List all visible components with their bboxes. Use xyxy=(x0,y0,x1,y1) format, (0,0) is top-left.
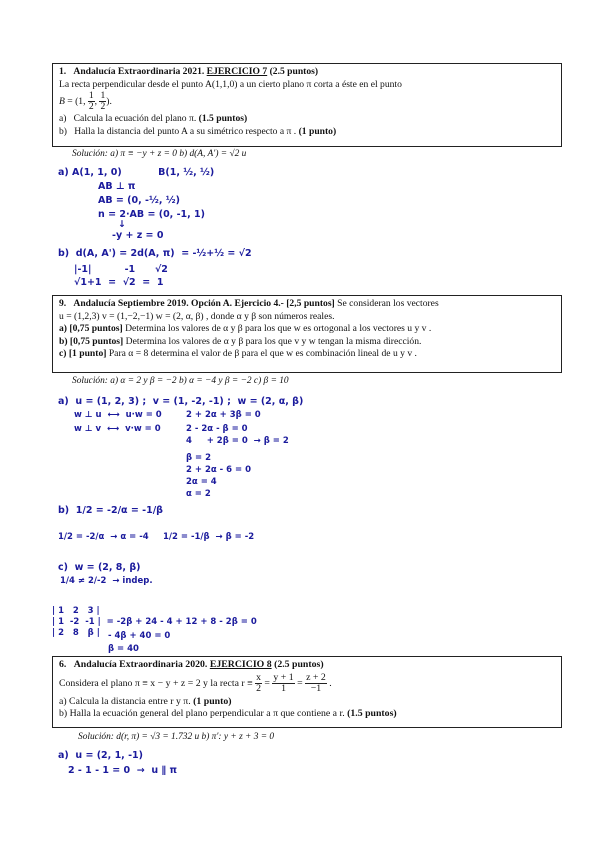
handwritten-ex9-line-12: 1/2 = -2/α → α = -4 xyxy=(58,532,149,542)
exercise-6-box xyxy=(52,656,562,728)
handwritten-ex9-line-8: 2 + 2α - 6 = 0 xyxy=(186,465,252,475)
handwritten-ex9-line-9: 2α = 4 xyxy=(186,477,217,487)
exercise-9-part-b: b) [0,75 puntos] Determina los valores de α y β para los que v y w tengan la misma dirección. xyxy=(59,335,422,347)
exercise-6-part-b: b) Halla la ecuación general del plano perpendicular a π que contiene a r. (1.5 puntos) xyxy=(59,708,397,720)
exercise-9-part-a: a) [0,75 puntos] Determina los valores de α y β para los que w es ortogonal a los vectores u y v . xyxy=(59,323,432,335)
handwritten-ex1-line-3: AB = (0, -½, ½) xyxy=(98,195,180,206)
handwritten-ex9-line-4: 2 + 2α + 3β = 0 xyxy=(186,410,261,420)
handwritten-ex9-line-1: a) u = (1, 2, 3) ; v = (1, -2, -1) ; w = (2, α, β) xyxy=(58,396,304,407)
handwritten-ex1-line-5: ↓ xyxy=(118,219,126,230)
handwritten-ex9-line-2: w ⊥ u ⟷ u·w = 0 xyxy=(74,410,162,420)
handwritten-ex9-line-13: 1/2 = -1/β → β = -2 xyxy=(163,532,255,542)
exercise-6-header: 6. Andalucía Extraordinaria 2020. EJERCICIO 8 (2.5 puntos) xyxy=(59,659,324,670)
exercise-9-part-c: c) [1 punto] Para α = 8 determina el valor de β para el que w es combinación lineal de u y v . xyxy=(59,348,417,360)
exercise-1-statement: La recta perpendicular desde el punto A(1,1,0) a un cierto plano π corta a éste en el punto xyxy=(59,78,402,90)
handwritten-ex9-line-6: 4 + 2β = 0 → β = 2 xyxy=(186,436,289,446)
exercise-9-vectors: u = (1,2,3) v = (1,−2,−1) w = (2, α, β) , donde α y β son números reales. xyxy=(59,310,335,322)
exercise-1-solution: Solución: a) π ≡ −y + z = 0 b) d(A, A′) = √2 u xyxy=(72,149,247,159)
handwritten-ex1-line-1: a) A(1, 1, 0) B(1, ½, ½) xyxy=(58,167,215,178)
handwritten-ex1-line-6: -y + z = 0 xyxy=(112,230,164,241)
exercise-1-part-a: a) Calcula la ecuación del plano π. (1.5 puntos) xyxy=(59,113,248,125)
handwritten-ex9-line-15: 1/4 ≠ 2/-2 → indep. xyxy=(60,576,153,586)
handwritten-ex9-line-10: α = 2 xyxy=(186,489,211,499)
handwritten-ex1-line-4: n = 2·AB = (0, -1, 1) xyxy=(98,209,206,220)
handwritten-ex6-line-2: 2 - 1 - 1 = 0 → u ∥ π xyxy=(68,765,177,776)
handwritten-ex1-line-7: b) d(A, A') = 2d(A, π) = -½+½ = √2 xyxy=(58,248,252,259)
exercise-9-header: 9. Andalucía Septiembre 2019. Opción A. Ejercicio 4.- [2,5 puntos] Se consideran los vectores xyxy=(59,298,439,309)
handwritten-ex1-line-8: |-1| -1 √2 xyxy=(74,264,168,275)
handwritten-ex9-line-18: | 2 8 β | xyxy=(52,628,100,638)
handwritten-ex9-line-16: | 1 2 3 | xyxy=(52,606,100,616)
handwritten-ex9-line-11: b) 1/2 = -2/α = -1/β xyxy=(58,505,163,516)
handwritten-ex1-line-2: AB ⊥ π xyxy=(98,181,136,192)
exercise-1-box xyxy=(52,63,562,147)
exercise-6-statement: Considera el plano π ≡ x − y + z = 2 y la recta r ≡ $\frac{x}{2}$ = $\frac{y + 1}{1}$ = $\frac{z + 2}{-1}$ . xyxy=(59,671,332,694)
exercise-6-solution: Solución: d(r, π) = √3 = 1.732 u b) π′: y + z + 3 = 0 xyxy=(78,732,275,742)
handwritten-ex9-line-19: - 4β + 40 = 0 xyxy=(108,631,171,641)
handwritten-ex9-line-5: 2 - 2α - β = 0 xyxy=(186,424,248,434)
exercise-9-solution: Solución: a) α = 2 y β = −2 b) α = −4 y β = −2 c) β = 10 xyxy=(72,376,289,386)
handwritten-ex9-line-17: | 1 -2 -1 | = -2β + 24 - 4 + 12 + 8 - 2β = 0 xyxy=(52,617,257,627)
exercise-9-box xyxy=(52,295,562,373)
handwritten-ex1-line-9: √1+1 = √2 = 1 xyxy=(74,277,164,288)
handwritten-ex6-line-1: a) u = (2, 1, -1) xyxy=(58,750,143,761)
handwritten-ex9-line-7: β = 2 xyxy=(186,453,212,463)
exercise-1-header: 1. Andalucía Extraordinaria 2021. EJERCICIO 7 (2.5 puntos) xyxy=(59,66,319,77)
handwritten-ex9-line-20: β = 40 xyxy=(108,644,139,654)
handwritten-ex9-line-14: c) w = (2, 8, β) xyxy=(58,562,141,573)
exercise-1-point-b: B = (1, $\frac{1}{2}$ , $\frac{1}{2}$ ). xyxy=(59,90,112,113)
exercise-1-part-b: b) Halla la distancia del punto A a su simétrico respecto a π . (1 punto) xyxy=(59,125,337,137)
exercise-6-part-a: a) Calcula la distancia entre r y π. (1 punto) xyxy=(59,695,232,707)
handwritten-ex9-line-3: w ⊥ v ⟷ v·w = 0 xyxy=(74,424,161,434)
